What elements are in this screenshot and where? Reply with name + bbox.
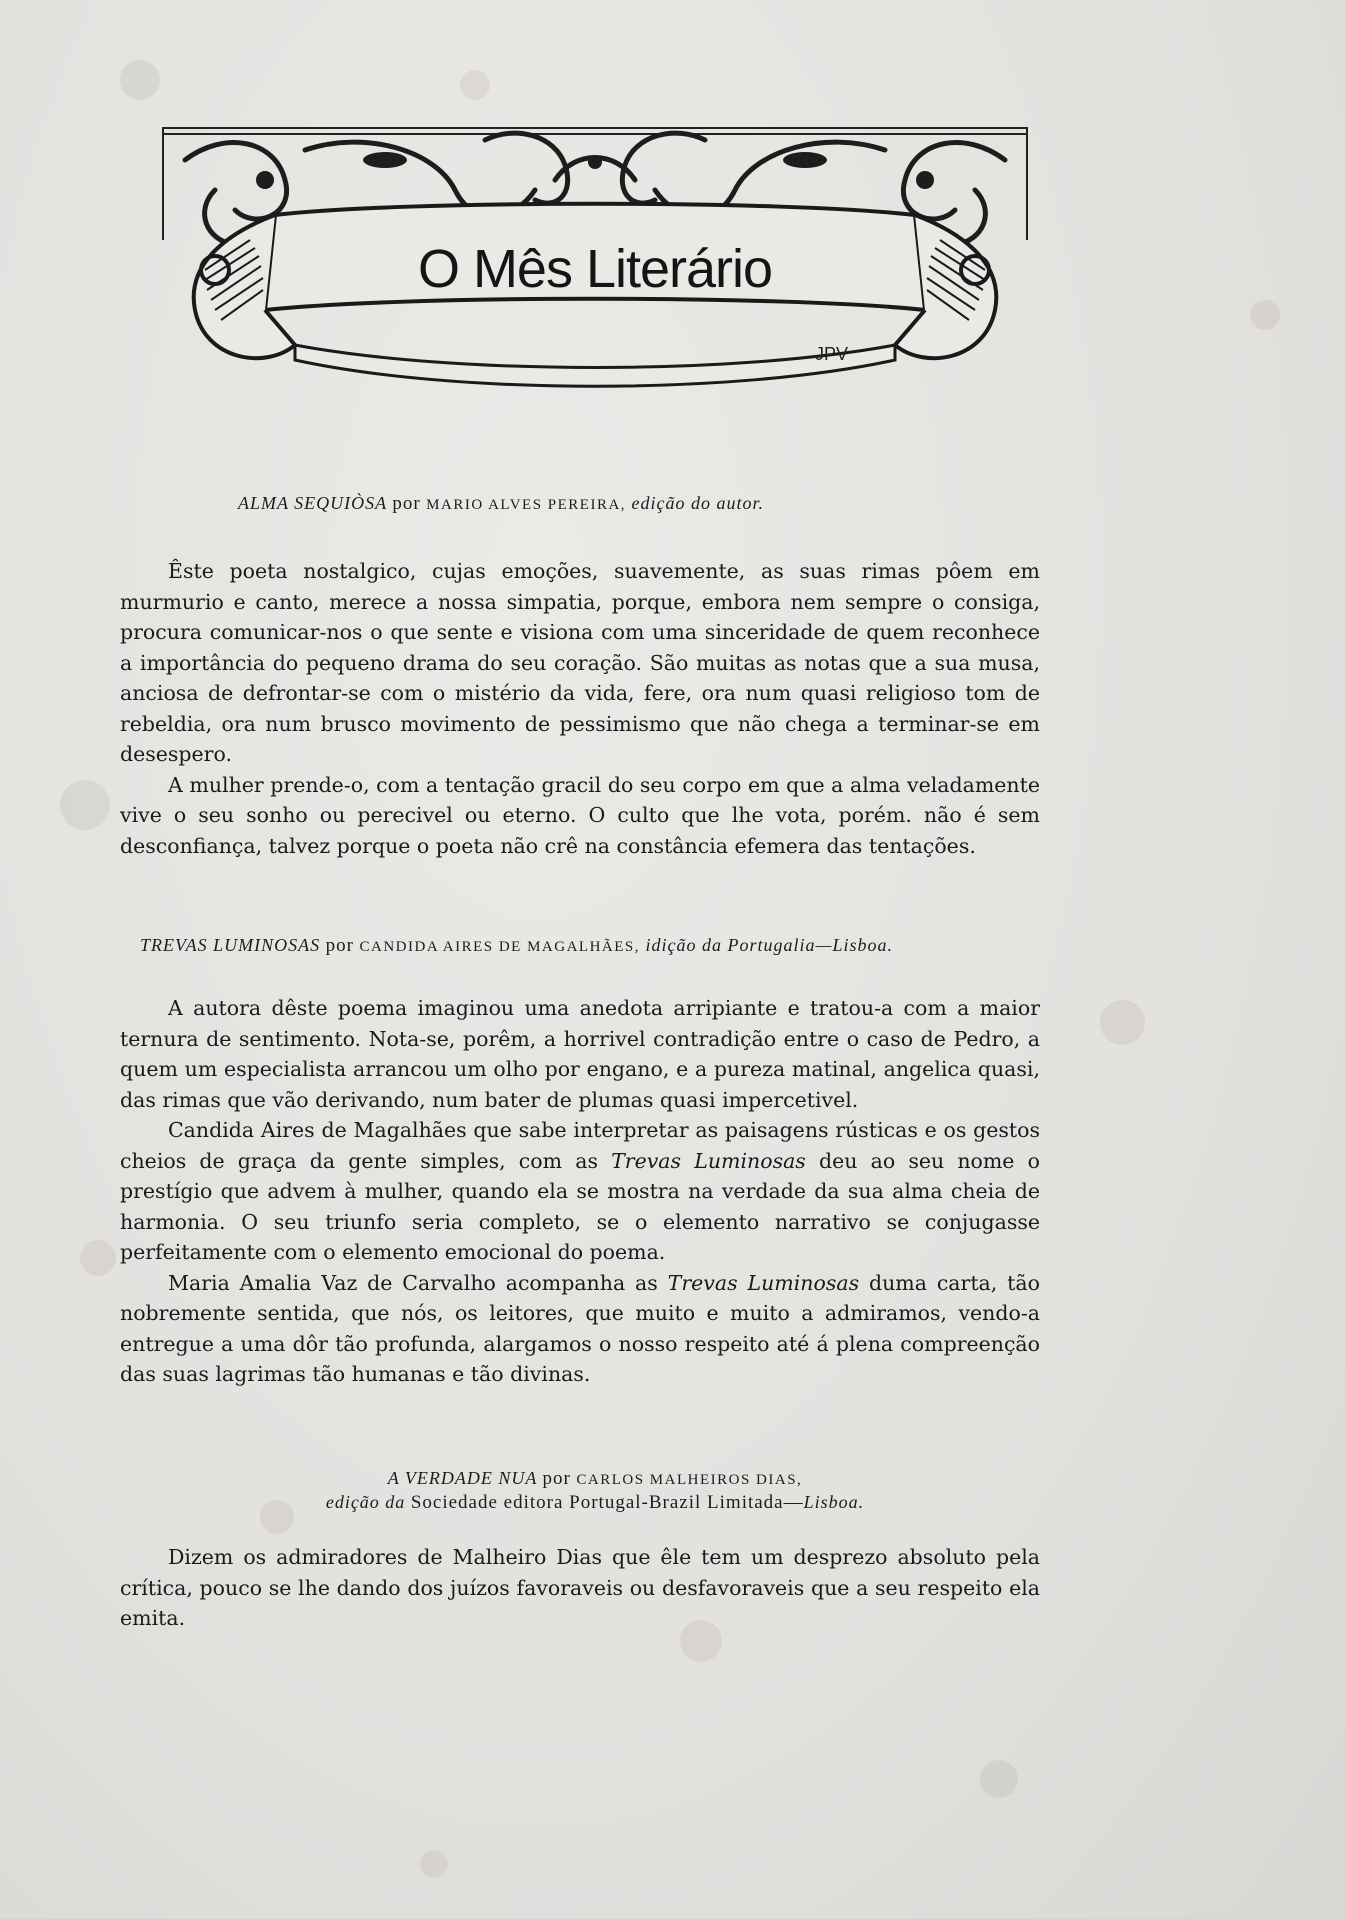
ornamental-header — [155, 120, 1035, 420]
book-title: A VERDADE NUA — [387, 1468, 538, 1488]
paragraph: Dizem os admiradores de Malheiro Dias que êle tem um desprezo absoluto pela crítica, pouco se lhe dando dos juízos favoraveis ou desfavoraveis que a seu respeito ela emita. — [120, 1545, 1040, 1630]
review-caption-2 — [140, 935, 893, 957]
paragraph: A mulher prende-o, com a tentação gracil do seu corpo em que a alma veladamente vive o seu sonho ou perecivel ou eterno. O culto que lhe vota, porém. não é sem desconfiança, talvez porque o poeta não crê na constância efemera das tentações. — [120, 772, 1040, 858]
review-body-3 — [120, 1542, 1040, 1634]
inline-book-title: Trevas Luminosas — [611, 1148, 806, 1173]
paragraph-text: Candida Aires de Magalhães que sabe interpretar as paisagens rústicas e os gestos cheios de graça da gente simples, com as — [120, 1118, 1040, 1173]
book-author: CARLOS MALHEIROS DIAS, — [576, 1472, 803, 1488]
book-author: CANDIDA AIRES DE MAGALHÃES, — [359, 939, 640, 955]
review-body-2 — [120, 993, 1040, 1390]
paragraph: A autora dêste poema imaginou uma anedota arripiante e tratou-a com a maior ternura de sentimento. Nota-se, porêm, a horrivel contradição entre o caso de Pedro, a quem um especialista arrancou um olho por engano, e a pureza matinal, angelica quasi, das rimas que vão derivando, num bater de plumas quasi impercetivel. — [120, 996, 1040, 1112]
paragraph-text: Maria Amalia Vaz de Carvalho acompanha as — [168, 1270, 658, 1295]
svg-text:JPV: JPV — [815, 344, 849, 364]
paragraph: Êste poeta nostalgico, cujas emoções, suavemente, as suas rimas pôem em murmurio e canto, merece a nossa simpatia, porque, embora nem sempre o consiga, procura comunicar-nos o que sente e visiona com uma sinceridade de quem reconhece a importância do pequeno drama do seu coração. São muitas as notas que a sua musa, anciosa de defrontar-se com o mistério da vida, fere, ora num quasi religioso tom de rebeldia, ora num brusco movimento de pessimismo que não chega a terminar-se em desespero. — [120, 559, 1040, 766]
review-caption-3 — [0, 1468, 1190, 1490]
book-title: ALMA SEQUIÒSA — [238, 493, 387, 513]
caption-por: por — [325, 935, 354, 956]
inline-book-title: Trevas Luminosas — [667, 1270, 860, 1295]
caption-por: por — [392, 493, 421, 514]
publisher-city: Lisboa. — [803, 1492, 865, 1512]
book-publisher: Sociedade editora Portugal-Brazil Limitada— — [410, 1492, 804, 1513]
caption-por: por — [542, 1468, 571, 1489]
page-title: O Mês Literário — [417, 239, 773, 299]
review-caption-3-line2 — [0, 1492, 1190, 1514]
review-caption-1 — [238, 493, 764, 515]
caption-prefix: edição da — [325, 1492, 406, 1512]
book-publisher: idição da Portugalia—Lisboa. — [645, 935, 894, 955]
book-publisher: edição do autor. — [631, 493, 765, 513]
paragraph-text: duma carta, tão nobremente sentida, que nós, os leitores, que muito e muito a admiramos, vendo-a entregue a uma dôr tão profunda, alargamos o nosso respeito até á plena compreenção das suas lagrimas tão humanas e tão divinas. — [120, 1270, 1040, 1386]
book-author: MARIO ALVES PEREIRA, — [426, 497, 627, 513]
paragraph — [120, 1268, 1040, 1390]
paragraph — [120, 1115, 1040, 1268]
review-body-1 — [120, 556, 1040, 861]
book-title: TREVAS LUMINOSAS — [140, 935, 321, 955]
paragraph-text: deu ao seu nome o prestígio que advem à mulher, quando ela se mostra na verdade da sua alma cheia de harmonia. O seu triunfo seria completo, se o elemento narrativo se conjugasse perfeitamente com o elemento emocional do poema. — [120, 1148, 1040, 1264]
